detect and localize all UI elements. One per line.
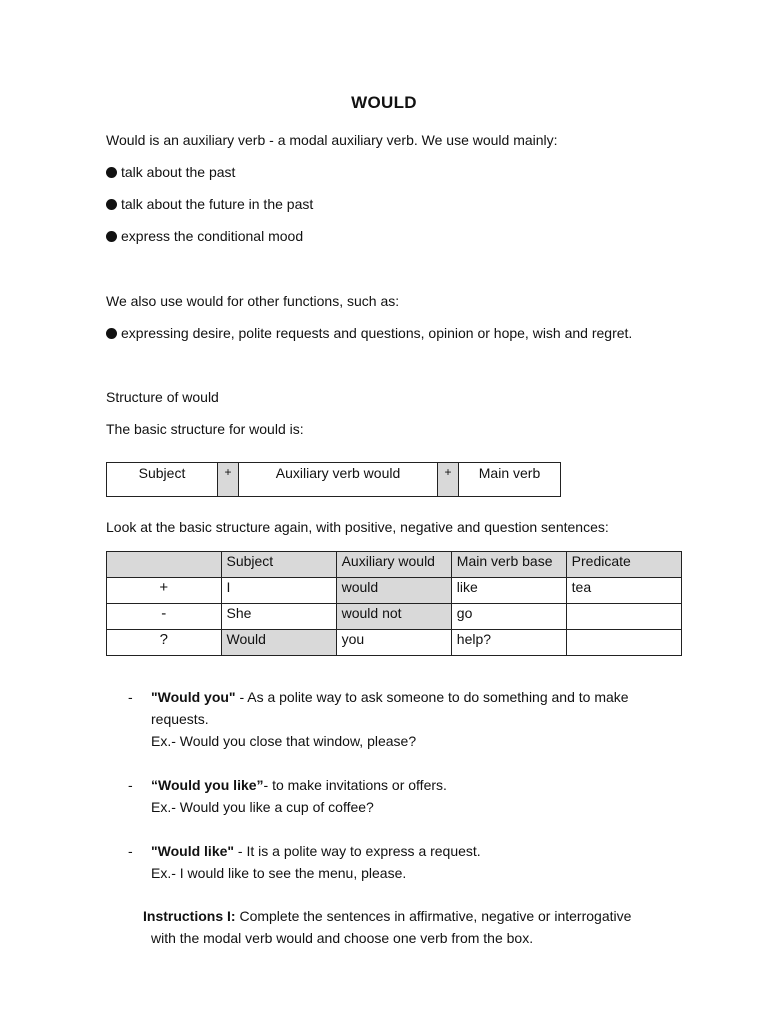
page-title: WOULD — [351, 93, 417, 112]
expression-term: “Would you like” — [151, 777, 264, 793]
list-dash: - — [128, 689, 133, 705]
intro-text: Would is an auxiliary verb - a modal auxiliary verb. We use would mainly: — [106, 132, 558, 148]
structure-table — [106, 462, 561, 497]
structure-subject: Subject — [107, 463, 218, 497]
structure-auxiliary: Auxiliary verb would — [239, 463, 438, 497]
table-cell: you — [336, 630, 451, 656]
table-cell: tea — [566, 578, 681, 604]
table-row — [107, 578, 682, 604]
table-cell: Would — [221, 630, 336, 656]
table-header-cell: Subject — [221, 552, 336, 578]
sentence-table — [106, 551, 682, 656]
table-cell: I — [221, 578, 336, 604]
expression-example: Ex.- I would like to see the menu, please. — [151, 865, 407, 881]
table-cell: help? — [451, 630, 566, 656]
structure-heading: Structure of would — [106, 389, 219, 405]
table-cell — [566, 630, 681, 656]
expression-desc: - to make invitations or offers. — [263, 777, 447, 793]
table-cell: like — [451, 578, 566, 604]
sentences-intro: Look at the basic structure again, with positive, negative and question sentences: — [106, 519, 609, 535]
table-cell: She — [221, 604, 336, 630]
table-cell: would not — [336, 604, 451, 630]
list-dash: - — [128, 843, 133, 859]
expression-example: Ex.- Would you like a cup of coffee? — [151, 799, 374, 815]
other-use-item: expressing desire, polite requests and questions, opinion or hope, wish and regret. — [106, 325, 632, 341]
instructions-text: Complete the sentences in affirmative, negative or interrogative — [235, 908, 632, 924]
use-item-3: express the conditional mood — [106, 228, 303, 244]
bullet-icon — [106, 167, 117, 178]
table-cell: ? — [107, 630, 222, 656]
table-header-cell: Main verb base — [451, 552, 566, 578]
table-header-cell — [107, 552, 222, 578]
instructions — [143, 905, 631, 949]
structure-main-verb: Main verb — [459, 463, 561, 497]
instructions-text-cont: with the modal verb would and choose one verb from the box. — [151, 930, 534, 946]
use-item-1: talk about the past — [106, 164, 235, 180]
expression-item-would-like — [151, 840, 481, 884]
expression-desc: - It is a polite way to express a request. — [234, 843, 481, 859]
instructions-label: Instructions I: — [143, 908, 236, 924]
expression-desc-cont: requests. — [151, 711, 209, 727]
bullet-icon — [106, 199, 117, 210]
table-cell — [566, 604, 681, 630]
table-cell: - — [107, 604, 222, 630]
expression-desc: - As a polite way to ask someone to do something and to make — [235, 689, 629, 705]
bullet-icon — [106, 328, 117, 339]
table-row — [107, 604, 682, 630]
structure-intro: The basic structure for would is: — [106, 421, 304, 437]
structure-plus: + — [438, 463, 459, 497]
expression-example: Ex.- Would you close that window, please? — [151, 733, 417, 749]
table-header-row — [107, 552, 682, 578]
expression-item-would-you-like — [151, 774, 447, 818]
structure-plus: + — [218, 463, 239, 497]
expression-item-would-you — [151, 686, 629, 752]
expression-term: "Would you" — [151, 689, 236, 705]
table-cell: go — [451, 604, 566, 630]
table-cell: + — [107, 578, 222, 604]
table-header-cell: Auxiliary would — [336, 552, 451, 578]
table-header-cell: Predicate — [566, 552, 681, 578]
list-dash: - — [128, 777, 133, 793]
bullet-icon — [106, 231, 117, 242]
table-cell: would — [336, 578, 451, 604]
use-item-2: talk about the future in the past — [106, 196, 313, 212]
table-row — [107, 630, 682, 656]
expression-term: "Would like" — [151, 843, 235, 859]
other-uses-intro: We also use would for other functions, such as: — [106, 293, 400, 309]
